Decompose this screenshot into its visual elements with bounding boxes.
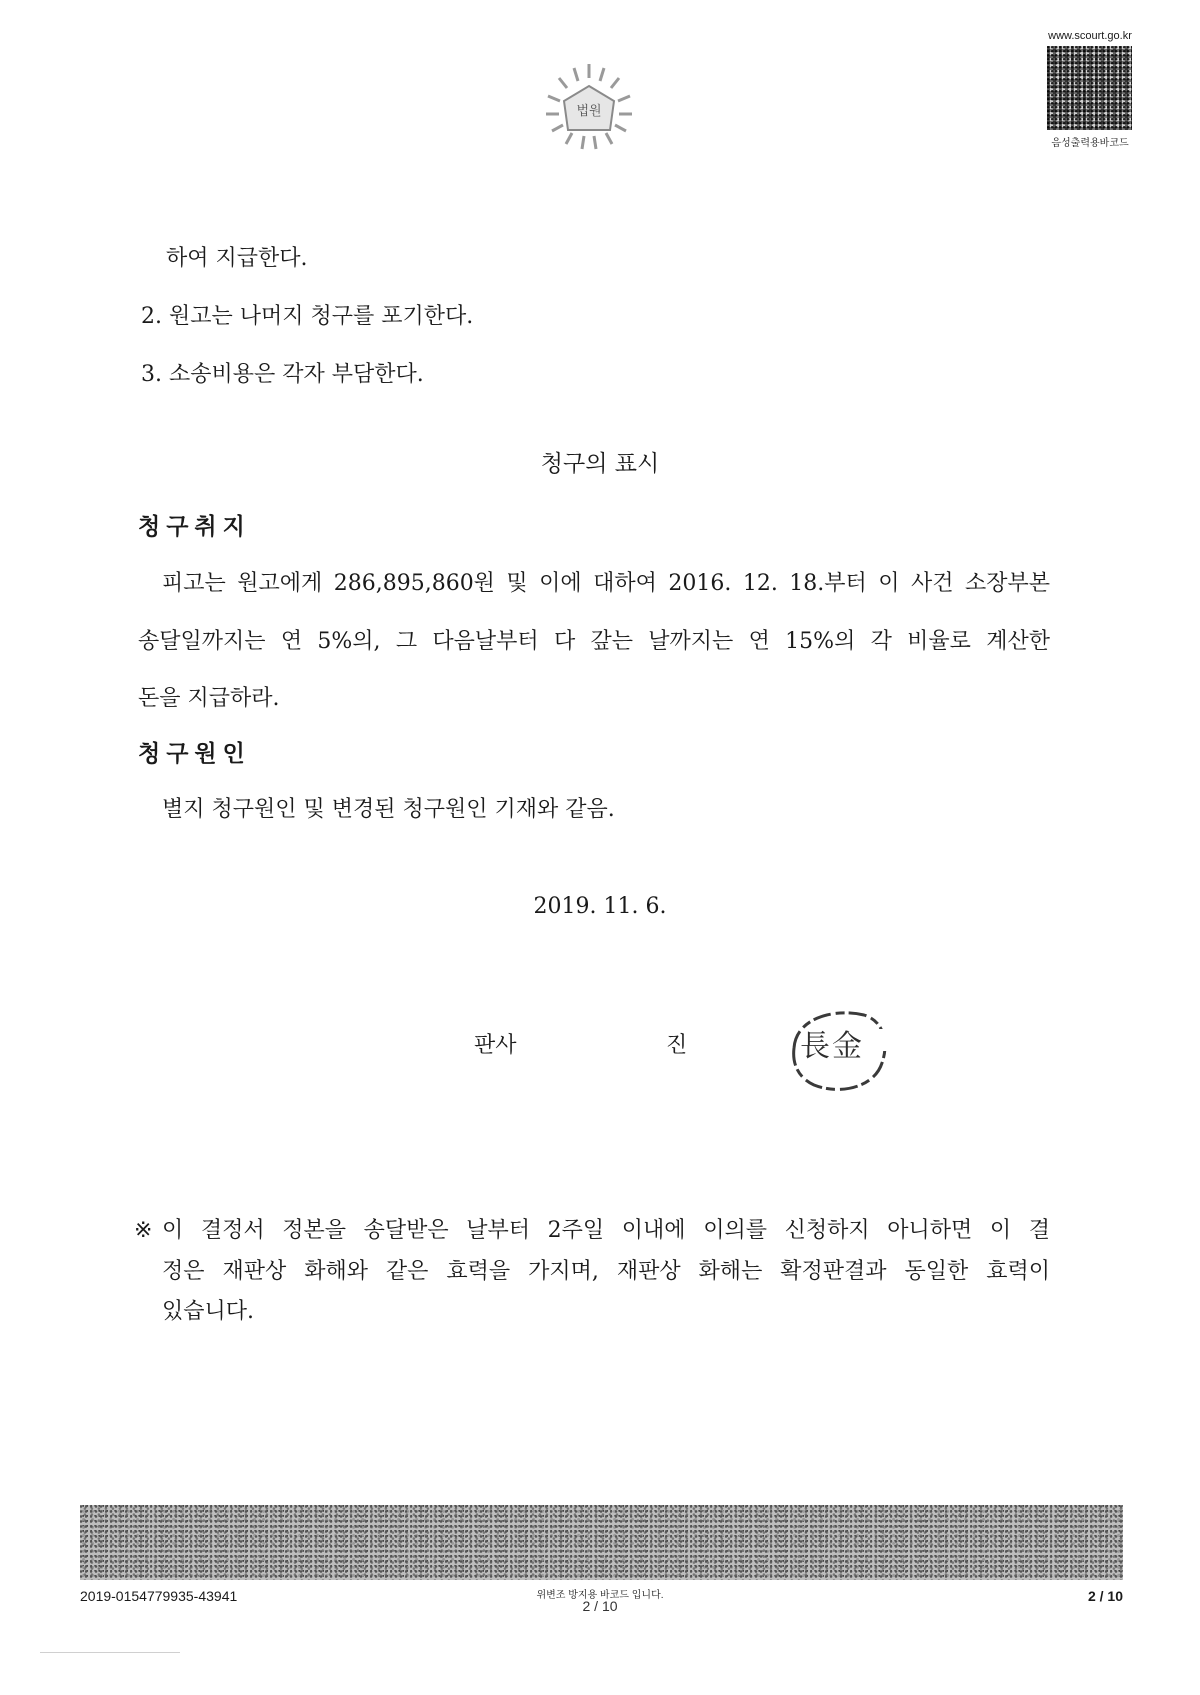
claim-purpose-line: 송달일까지는 연 5%의, 그 다음날부터 다 갚는 날까지는 연 15%의 각 비율로 계산한 <box>138 629 1050 654</box>
site-url: www.scourt.go.kr <box>1048 30 1132 42</box>
ruling-item-3: 3. 소송비용은 각자 부담한다. <box>141 362 424 387</box>
court-emblem-label: 법원 <box>576 104 602 119</box>
page-number-right: 2 / 10 <box>1087 1588 1123 1604</box>
judge-name: 진 <box>666 1033 688 1058</box>
ruling-item-2: 2. 원고는 나머지 청구를 포기한다. <box>141 304 474 329</box>
claim-cause-heading: 청구원인 <box>138 741 251 767</box>
anti-forgery-barcode <box>80 1505 1123 1580</box>
court-emblem <box>534 56 644 156</box>
decision-date: 2019. 11. 6. <box>533 894 667 919</box>
notice-line: 이 결정서 정본을 송달받은 날부터 2주일 이내에 이의를 신청하지 아니하면 이 결 <box>162 1218 1050 1243</box>
claim-cause-text: 별지 청구원인 및 변경된 청구원인 기재와 같음. <box>162 797 615 822</box>
page-number-center: 2 / 10 <box>582 1598 618 1614</box>
claim-purpose-line: 돈을 지급하라. <box>138 686 280 711</box>
notice-mark: ※ <box>134 1218 153 1243</box>
barcode-note: 위변조 방지용 바코드 입니다. <box>536 1590 664 1601</box>
qr-code-icon <box>1047 46 1132 130</box>
bottom-divider <box>40 1652 180 1653</box>
barcode-caption: 음성출력용바코드 <box>1051 138 1129 149</box>
judge-title: 판사 <box>474 1033 517 1058</box>
claim-section-title: 청구의 표시 <box>540 451 660 477</box>
claim-purpose-line: 피고는 원고에게 286,895,860원 및 이에 대하여 2016. 12. 18.부터 이 사건 소장부본 <box>162 571 1050 596</box>
ruling-continuation: 하여 지급한다. <box>166 246 308 271</box>
notice-line: 있습니다. <box>162 1299 255 1324</box>
claim-purpose-heading: 청구취지 <box>138 514 251 540</box>
judge-seal-icon <box>784 1003 894 1098</box>
judge-seal-chars: 長金 <box>800 1029 864 1064</box>
document-number: 2019-0154779935-43941 <box>80 1588 238 1604</box>
notice-line: 정은 재판상 화해와 같은 효력을 가지며, 재판상 화해는 확정판결과 동일한 효력이 <box>162 1259 1050 1284</box>
